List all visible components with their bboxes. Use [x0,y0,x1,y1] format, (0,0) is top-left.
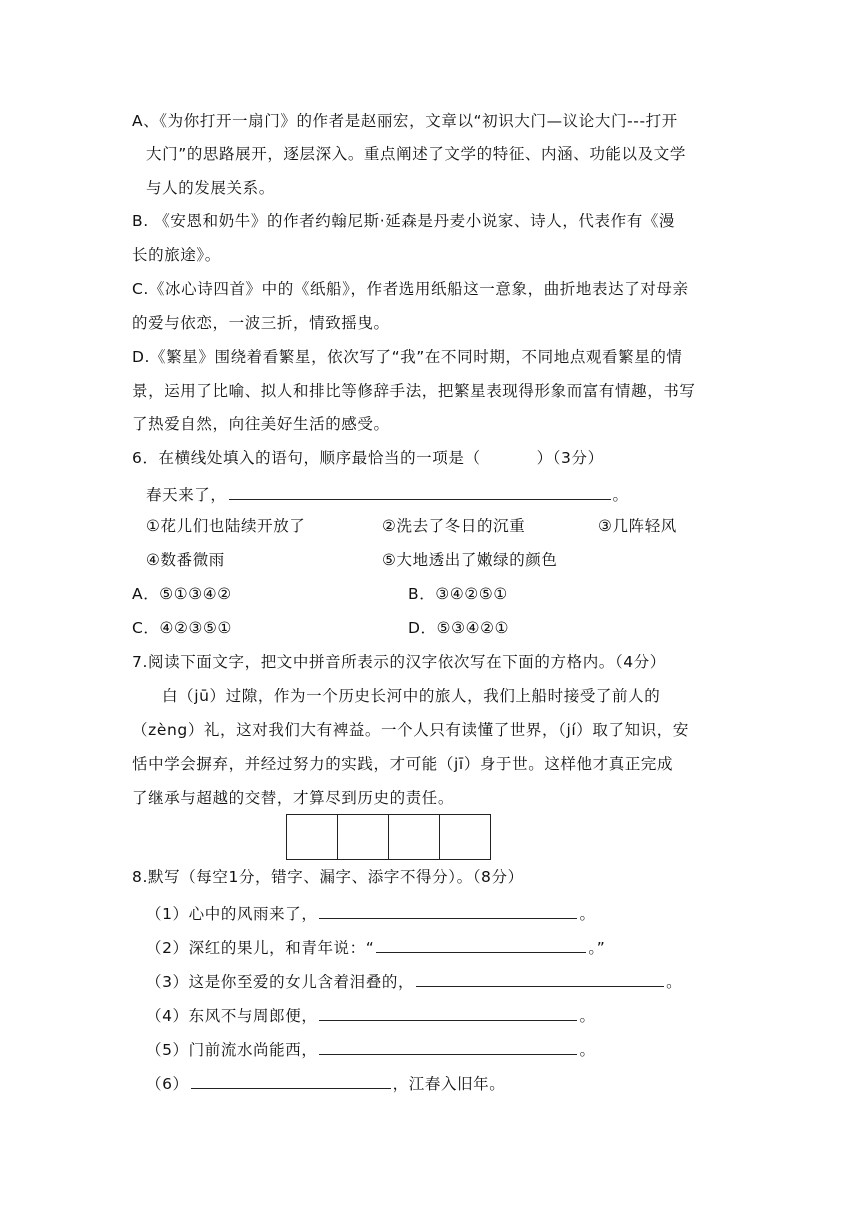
question-6-sentence [146,481,629,506]
option-b-line-1: B. 《安恩和奶牛》的作者约翰尼斯·延森是丹麦小说家、诗人，代表作有《漫 [132,212,676,230]
item-1-blank[interactable] [319,900,577,919]
question-7-passage-line-1: 白（jū）过隙，作为一个历史长河中的旅人，我们上船时接受了前人的 [162,687,661,705]
question-6-choice-2: ②洗去了冬日的沉重 [382,517,526,535]
item-5-blank[interactable] [319,1036,577,1055]
answer-box-4[interactable] [439,814,491,860]
answer-box-3[interactable] [388,814,440,860]
question-8-item-5 [146,1036,596,1061]
question-7-passage-line-3: 恬中学会摒弃，并经过努力的实践，才可能（jī）身于世。这样他才真正完成 [132,755,674,773]
item-2-blank[interactable] [376,934,586,953]
question-6-choice-3: ③几阵轻风 [598,517,677,535]
item-6-end: ，江春入旧年。 [392,1075,506,1093]
item-5-text: （5）门前流水尚能西， [146,1041,318,1059]
option-a-line-3: 与人的发展关系。 [146,179,275,197]
question-8-item-6 [146,1070,505,1095]
question-7-passage-line-2: （zèng）礼，这对我们大有裨益。一个人只有读懂了世界，（jí）取了知识，安 [132,721,689,739]
option-a-line-1: A、《为你打开一扇门》的作者是赵丽宏，文章以“初识大门—议论大门---打开 [132,112,678,130]
question-8-item-4 [146,1002,596,1027]
question-8-item-1 [146,900,596,925]
question-6-lead: 春天来了， [146,486,227,504]
question-8-item-3 [146,968,682,993]
item-6-blank[interactable] [191,1070,391,1089]
question-6-score: ）（3分） [536,449,604,467]
question-8-item-2 [146,934,605,959]
question-6-end: 。 [612,486,629,504]
question-8-stem: 8.默写（每空1分，错字、漏字、添字不得分）。（8分） [132,868,524,886]
item-3-end: 。 [666,973,683,991]
question-6-stem-text: 6．在横线处填入的语句，顺序最恰当的一项是（ [132,449,481,467]
question-6-option-a[interactable]: A．⑤①③④② [132,585,232,603]
option-a-line-2: 大门”的思路展开，逐层深入。重点阐述了文学的特征、内涵、功能以及文学 [146,145,686,163]
option-d-line-1: D.《繁星》围绕着看繁星，依次写了“我”在不同时期，不同地点观看繁星的情 [132,348,683,366]
item-4-blank[interactable] [319,1002,577,1021]
question-6-blank[interactable] [229,481,611,500]
item-1-end: 。 [579,905,596,923]
item-2-end: 。” [588,939,606,957]
option-c-line-2: 的爱与依恋，一波三折，情致摇曳。 [132,314,390,332]
item-1-text: （1）心中的风雨来了， [146,905,318,923]
item-4-text: （4）东风不与周郎便， [146,1007,318,1025]
item-3-text: （3）这是你至爱的女儿含着泪叠的， [146,973,415,991]
option-d-line-3: 了热爱自然，向往美好生活的感受。 [132,415,390,433]
item-2-text: （2）深红的果儿，和青年说：“ [146,939,375,957]
question-6-option-d[interactable]: D．⑤③④②① [408,619,510,637]
option-b-line-2: 长的旅途》。 [132,246,221,264]
question-6-choice-1: ①花儿们也陆续开放了 [146,517,306,535]
question-7-passage-line-4: 了继承与超越的交替，才算尽到历史的责任。 [132,789,455,807]
question-6-stem [132,447,604,469]
question-6-option-b[interactable]: B．③④②⑤① [408,585,508,603]
question-6-choice-5: ⑤大地透出了嫩绿的颜色 [382,551,558,569]
option-c-line-1: C.《冰心诗四首》中的《纸船》，作者选用纸船这一意象，曲折地表达了对母亲 [132,280,689,298]
item-5-end: 。 [579,1041,596,1059]
answer-grid [286,814,491,860]
item-6-text: （6） [146,1075,189,1093]
question-6-choice-4: ④数番微雨 [146,551,225,569]
item-3-blank[interactable] [416,968,664,987]
question-7-stem: 7.阅读下面文字，把文中拼音所表示的汉字依次写在下面的方格内。（4分） [132,653,666,671]
answer-box-1[interactable] [286,814,338,860]
option-d-line-2: 景，运用了比喻、拟人和排比等修辞手法，把繁星表现得形象而富有情趣，书写 [132,382,696,400]
item-4-end: 。 [579,1007,596,1025]
question-6-option-c[interactable]: C．④②③⑤① [132,619,233,637]
answer-box-2[interactable] [337,814,389,860]
